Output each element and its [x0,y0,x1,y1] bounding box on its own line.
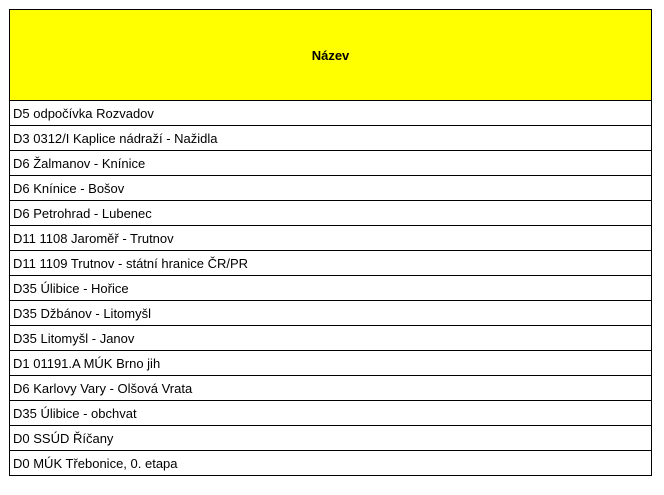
table-cell: D35 Džbánov - Litomyšl [10,301,652,326]
table-cell: D1 01191.A MÚK Brno jih [10,351,652,376]
table-row [10,201,652,226]
table-cell: D35 Litomyšl - Janov [10,326,652,351]
table-cell: D35 Úlibice - Hořice [10,276,652,301]
projects-table [9,9,652,476]
table-cell: D0 MÚK Třebonice, 0. etapa [10,451,652,476]
table-row [10,126,652,151]
table-cell: D11 1108 Jaroměř - Trutnov [10,226,652,251]
table-row [10,351,652,376]
table-row [10,176,652,201]
table-row [10,401,652,426]
table-cell: D6 Karlovy Vary - Olšová Vrata [10,376,652,401]
table-cell: D35 Úlibice - obchvat [10,401,652,426]
table-body [10,101,652,476]
table-cell: D11 1109 Trutnov - státní hranice ČR/PR [10,251,652,276]
column-header-nazev: Název [10,10,652,101]
table-cell: D5 odpočívka Rozvadov [10,101,652,126]
table-row [10,376,652,401]
table-row [10,151,652,176]
table-cell: D3 0312/I Kaplice nádraží - Nažidla [10,126,652,151]
header-row [10,10,652,101]
table-row [10,426,652,451]
table-cell: D0 SSÚD Říčany [10,426,652,451]
table-row [10,251,652,276]
table-cell: D6 Žalmanov - Knínice [10,151,652,176]
table-row [10,276,652,301]
table-row [10,101,652,126]
table-cell: D6 Knínice - Bošov [10,176,652,201]
table-cell: D6 Petrohrad - Lubenec [10,201,652,226]
table-row [10,451,652,476]
table-row [10,301,652,326]
table-row [10,326,652,351]
table-row [10,226,652,251]
